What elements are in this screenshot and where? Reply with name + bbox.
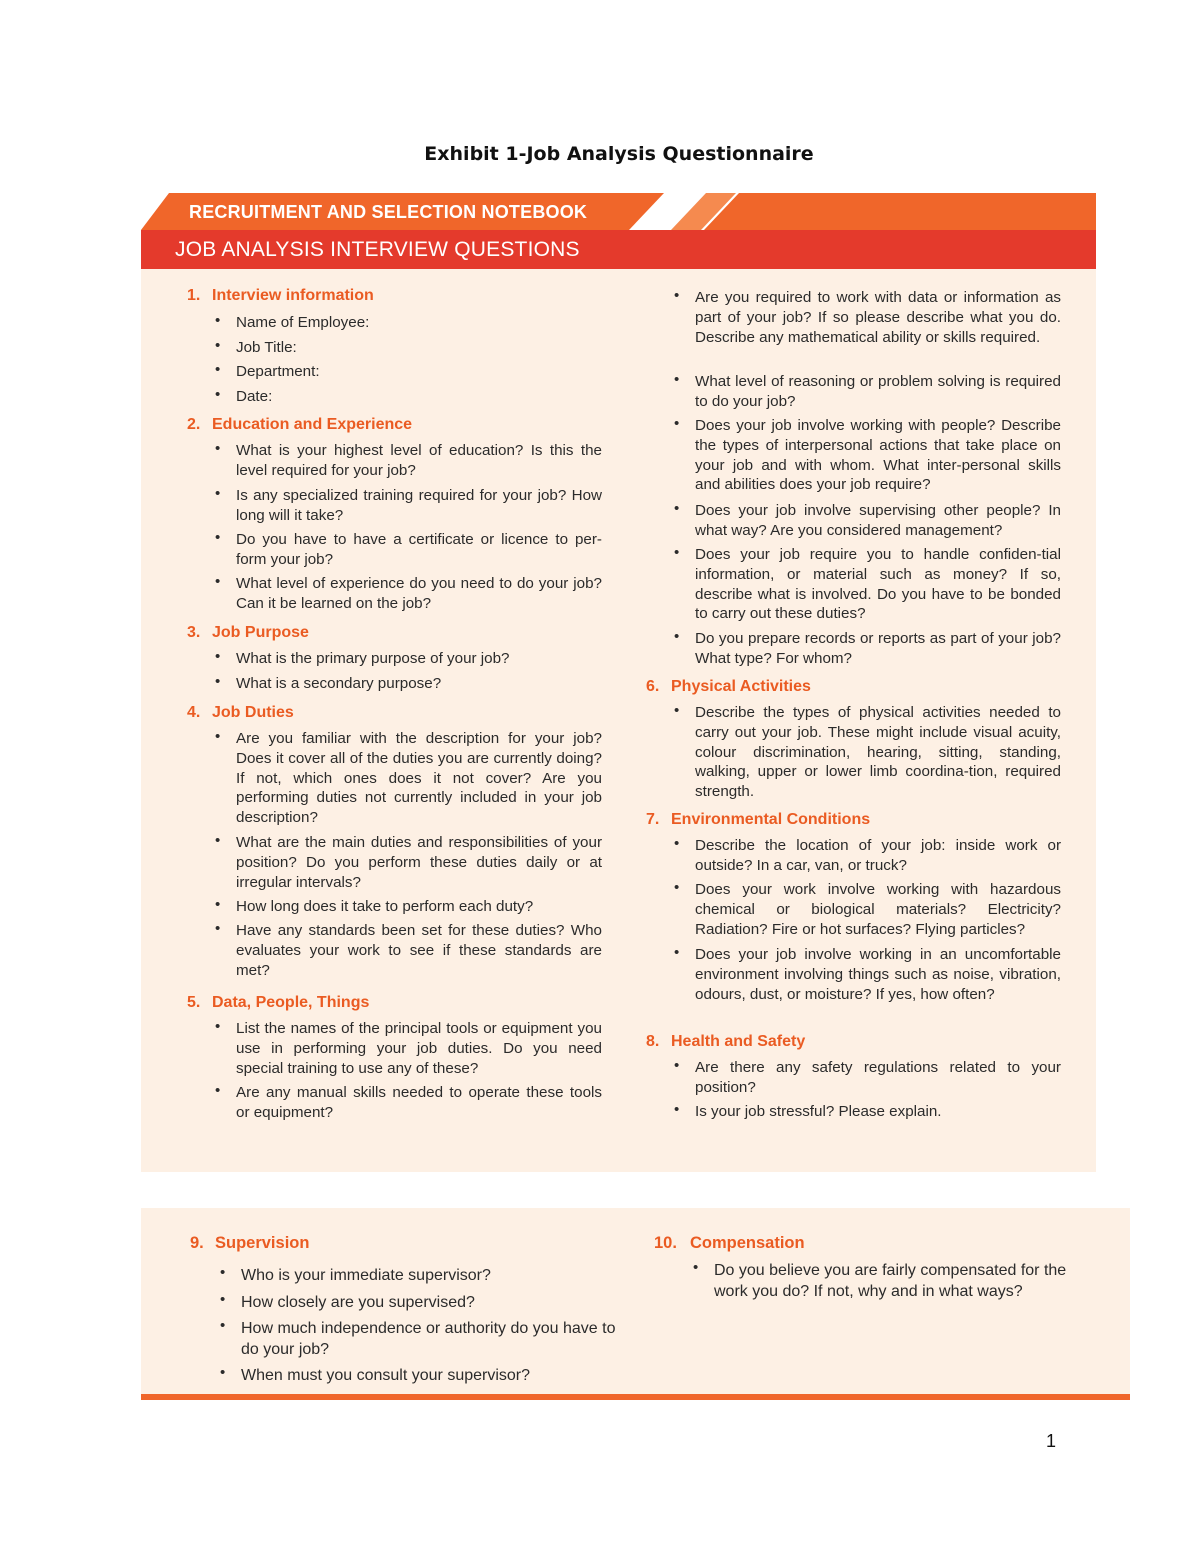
section-title [187,704,294,722]
section-title [187,994,369,1012]
bullet-icon: • [215,673,221,690]
bullet-icon: • [215,361,221,378]
bullet-icon: • [215,529,221,546]
question-item: What level of reasoning or problem solving is required to do your job? [695,373,1061,410]
question-item: Name of Employee: [236,314,370,331]
section-number: 2. [187,416,201,433]
bullet-icon: • [220,1364,226,1381]
bullet-icon: • [215,386,221,403]
bullet-icon: • [674,287,680,304]
section-heading: Health and Safety [671,1033,806,1050]
bullet-icon: • [674,1101,680,1118]
bullet-icon: • [674,500,680,517]
question-item: Who is your immediate supervisor? [241,1267,491,1284]
question-item: Do you believe you are fairly compensated for the work you do? If not, why and in what ways? [714,1262,1067,1300]
bullet-icon: • [215,896,221,913]
section-heading: Supervision [215,1234,310,1252]
bullet-icon: • [220,1317,226,1334]
question-item: Does your job involve working with people? Describe the types of interpersonal actions that take place on your job and with whom. What inter-personal skills and abilities does your job require? [695,417,1061,494]
section-number: 5. [187,994,201,1011]
question-item: Job Title: [236,339,297,356]
bullet-icon: • [215,920,221,937]
section-number: 7. [646,811,660,828]
bullet-icon: • [674,628,680,645]
section-title [187,624,309,642]
section-title [187,287,374,305]
question-item: Is your job stressful? Please explain. [695,1103,942,1120]
bullet-icon: • [693,1259,699,1276]
page-number: 1 [1046,1431,1057,1451]
bullet-icon: • [215,573,221,590]
question-item: What is your highest level of education? Is this the level required for your job? [236,442,602,479]
bullet-icon: • [674,944,680,961]
section-heading: Data, People, Things [212,994,370,1011]
bullet-icon: • [674,879,680,896]
section-heading: Education and Experience [212,416,413,433]
question-item: Does your job involve working in an uncomfortable environment involving things such as noise, vibration, odours, dust, or moisture? If yes, how often? [695,946,1061,1003]
section-number: 10. [654,1234,677,1252]
question-item: Do you have to have a certificate or licence to per-form your job? [236,531,602,568]
question-item: Does your job involve supervising other people? In what way? Are you considered management? [695,502,1061,539]
question-item: Are there any safety regulations related to your position? [695,1059,1061,1096]
question-item: Are any manual skills needed to operate these tools or equipment? [236,1084,602,1121]
question-item: Does your job require you to handle confiden-tial information, or material such as money? If so, describe what is involved. Do you have to be bonded to carry out these duties? [695,546,1061,623]
bullet-icon: • [215,485,221,502]
bullet-icon: • [674,544,680,561]
bullet-icon: • [220,1291,226,1308]
banner-heading-bar [141,230,1096,269]
bullet-icon: • [215,1018,221,1035]
section-heading: Physical Activities [671,678,811,695]
banner-heading: JOB ANALYSIS INTERVIEW QUESTIONS [175,238,580,261]
notebook-banner [141,193,1096,269]
bullet-icon: • [215,648,221,665]
section-heading: Job Purpose [212,624,309,641]
question-item: Are you required to work with data or information as part of your job? If so please describe what you do. Describe any mathematical ability or skills required. [695,289,1061,346]
question-item: Describe the location of your job: inside work or outside? In a car, van, or truck? [695,837,1061,874]
bullet-icon: • [220,1264,226,1281]
section-title [190,1234,309,1253]
section-number: 6. [646,678,660,695]
bullet-icon: • [215,1082,221,1099]
bullet-icon: • [674,371,680,388]
section-title [646,678,811,696]
section-number: 9. [190,1234,204,1252]
section-number: 8. [646,1033,660,1050]
bullet-icon: • [674,702,680,719]
question-item: Describe the types of physical activities needed to carry out your job. These might include visual acuity, colour discrimination, hearing, sitting, standing, walking, upper or lower limb coordina-tion, required strength. [695,704,1061,801]
question-item: Is any specialized training required for your job? How long will it take? [236,487,602,524]
section-heading: Interview information [212,287,374,304]
question-item: What level of experience do you need to do your job? Can it be learned on the job? [236,575,602,612]
section-title [646,1033,805,1051]
bullet-icon: • [674,1057,680,1074]
question-item: How closely are you supervised? [241,1294,475,1311]
section-heading: Environmental Conditions [671,811,871,828]
bullet-icon: • [674,835,680,852]
section-number: 4. [187,704,201,721]
question-item: How much independence or authority do you have to do your job? [241,1320,616,1358]
bullet-icon: • [215,337,221,354]
section-title [646,811,870,829]
notebook-label: RECRUITMENT AND SELECTION NOTEBOOK [189,202,588,222]
section-heading: Compensation [690,1234,805,1252]
section-title [187,416,412,434]
bullet-icon: • [215,832,221,849]
bullet-icon: • [215,312,221,329]
question-item: What are the main duties and responsibilities of your position? Do you perform these duties daily or at irregular intervals? [236,834,602,891]
question-item: What is a secondary purpose? [236,675,442,692]
exhibit-title: Exhibit 1-Job Analysis Questionnaire [424,143,814,165]
section-title [654,1234,805,1253]
question-item: Are you familiar with the description for your job? Does it cover all of the duties you are currently doing? If not, which ones does it not cover? Are you performing duties not currently included in your job description? [236,730,602,827]
question-item: Have any standards been set for these duties? Who evaluates your work to see if these standards are met? [236,922,602,979]
question-item: Department: [236,363,320,380]
question-item: What is the primary purpose of your job? [236,650,510,667]
panel-bottom-rule [141,1394,1130,1400]
question-item: Do you prepare records or reports as part of your job? What type? For whom? [695,630,1061,667]
bullet-icon: • [215,440,221,457]
notebook-number: 4.2 [653,202,679,222]
question-item: Does your work involve working with hazardous chemical or biological materials? Electricity? Radiation? Fire or hot surfaces? Flying particles? [695,881,1061,938]
question-item: When must you consult your supervisor? [241,1367,531,1384]
question-item: How long does it take to perform each duty? [236,898,534,915]
section-number: 1. [187,287,201,304]
question-item: Date: [236,388,273,405]
bullet-icon: • [215,728,221,745]
section-heading: Job Duties [212,704,294,721]
section-number: 3. [187,624,201,641]
question-item: List the names of the principal tools or equipment you use in performing your job duties. Do you need special training to use any of these? [236,1020,602,1077]
bullet-icon: • [674,415,680,432]
